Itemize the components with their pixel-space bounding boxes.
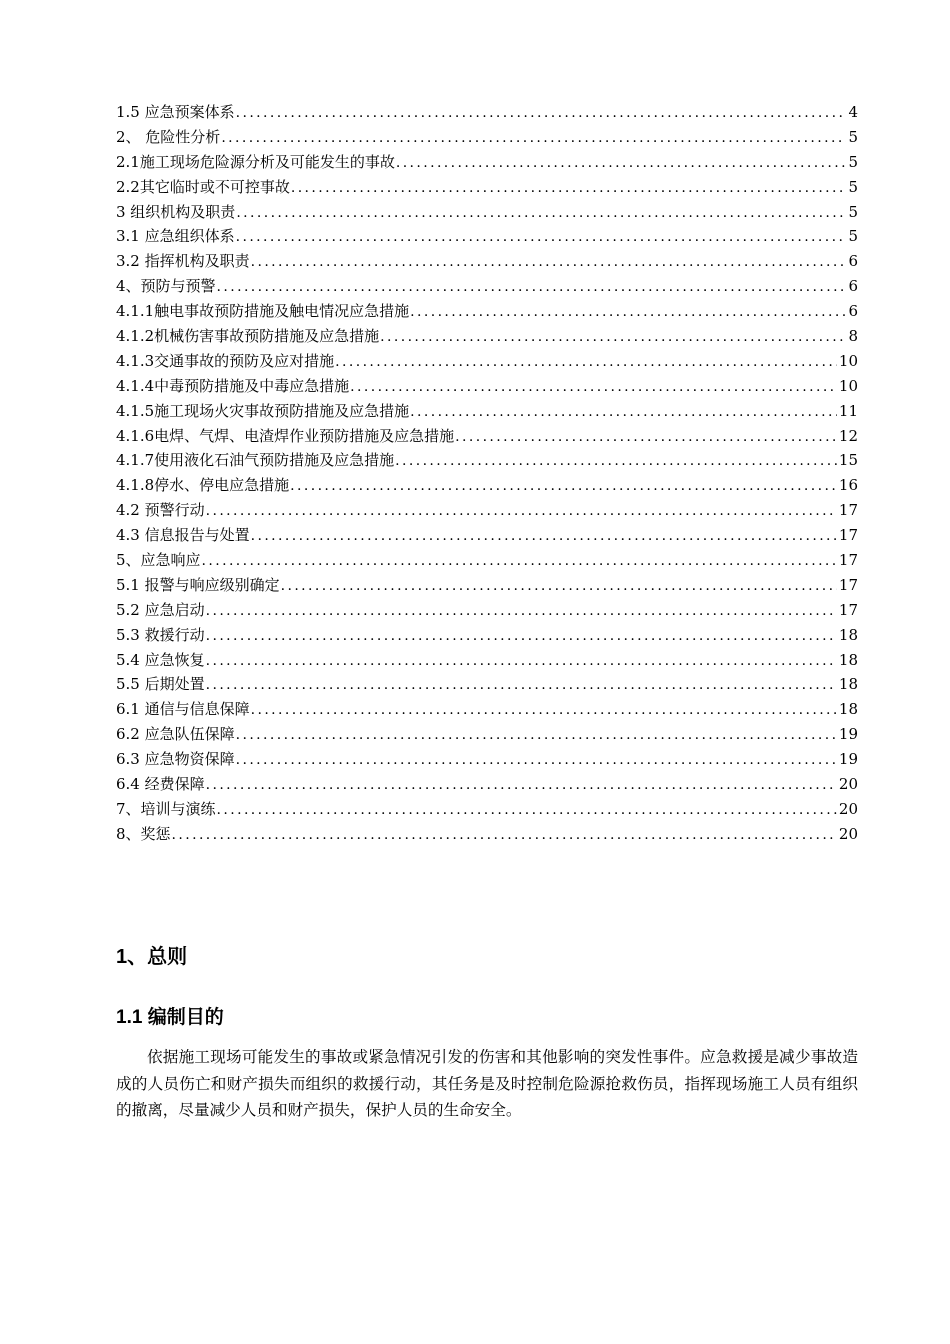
toc-leader-dots	[236, 748, 837, 772]
toc-entry-page-number: 19	[838, 725, 858, 744]
toc-leader-dots	[350, 375, 837, 399]
toc-leader-dots	[380, 325, 846, 349]
toc-entry-page-number: 5	[848, 177, 858, 196]
toc-entry-label: 6.1 通信与信息保障	[116, 700, 250, 719]
toc-entry-label: 4.1.8停水、停电应急措施	[116, 476, 290, 495]
toc-entry-page-number: 5	[848, 127, 858, 146]
toc-entry[interactable]	[116, 822, 858, 847]
toc-entry-page-number: 20	[838, 824, 858, 843]
toc-entry[interactable]	[116, 399, 858, 424]
toc-entry[interactable]	[116, 249, 858, 274]
toc-entry[interactable]	[116, 672, 858, 697]
toc-leader-dots	[172, 823, 837, 847]
toc-entry-page-number: 18	[838, 625, 858, 644]
toc-leader-dots	[236, 201, 846, 225]
toc-entry[interactable]	[116, 274, 858, 299]
toc-leader-dots	[202, 549, 837, 573]
toc-entry-label: 4.1.7使用液化石油气预防措施及应急措施	[116, 451, 395, 470]
toc-entry-page-number: 10	[838, 351, 858, 370]
toc-entry-page-number: 17	[838, 575, 858, 594]
toc-leader-dots	[206, 773, 837, 797]
toc-entry-page-number: 20	[838, 799, 858, 818]
toc-entry-label: 5.5 后期处置	[116, 675, 205, 694]
toc-entry[interactable]	[116, 772, 858, 797]
subsection-heading: 1.1 编制目的	[116, 1007, 224, 1028]
toc-entry-page-number: 11	[838, 401, 858, 420]
toc-leader-dots	[206, 599, 837, 623]
toc-leader-dots	[396, 151, 847, 175]
toc-entry-label: 7、培训与演练	[116, 799, 216, 818]
toc-leader-dots	[290, 474, 837, 498]
toc-entry-label: 3 组织机构及职责	[116, 202, 236, 221]
section-heading: 1、总则	[116, 946, 188, 968]
toc-entry-page-number: 18	[838, 700, 858, 719]
toc-entry[interactable]	[116, 473, 858, 498]
toc-entry-page-number: 20	[838, 775, 858, 794]
toc-leader-dots	[251, 250, 847, 274]
toc-entry[interactable]	[116, 722, 858, 747]
toc-entry-label: 3.1 应急组织体系	[116, 227, 235, 246]
toc-entry-label: 2.2其它临时或不可控事故	[116, 177, 290, 196]
toc-entry-label: 6.4 经费保障	[116, 775, 205, 794]
toc-entry-label: 2.1施工现场危险源分析及可能发生的事故	[116, 152, 395, 171]
toc-entry-page-number: 5	[848, 202, 858, 221]
toc-leader-dots	[455, 425, 837, 449]
toc-entry-label: 8、奖惩	[116, 824, 171, 843]
toc-entry-page-number: 16	[838, 476, 858, 495]
toc-entry-label: 2、 危险性分析	[116, 127, 221, 146]
toc-entry[interactable]	[116, 224, 858, 249]
toc-leader-dots	[236, 225, 847, 249]
toc-entry-page-number: 4	[848, 103, 858, 121]
toc-entry[interactable]	[116, 125, 858, 150]
toc-entry-label: 4.3 信息报告与处置	[116, 526, 250, 545]
toc-entry[interactable]	[116, 697, 858, 722]
toc-entry[interactable]	[116, 349, 858, 374]
toc-entry-label: 4、预防与预警	[116, 277, 216, 296]
toc-entry-page-number: 5	[848, 227, 858, 246]
toc-leader-dots	[206, 624, 837, 648]
toc-leader-dots	[410, 300, 846, 324]
toc-entry-label: 4.1.5施工现场火灾事故预防措施及应急措施	[116, 401, 410, 420]
toc-entry-label: 3.2 指挥机构及职责	[116, 252, 250, 271]
toc-entry-page-number: 17	[838, 551, 858, 570]
toc-leader-dots	[236, 101, 847, 125]
toc-entry-label: 4.1.2机械伤害事故预防措施及应急措施	[116, 327, 380, 346]
toc-entry[interactable]	[116, 324, 858, 349]
toc-leader-dots	[395, 449, 837, 473]
toc-entry-label: 5.3 救援行动	[116, 625, 205, 644]
toc-entry-label: 4.2 预警行动	[116, 501, 205, 520]
toc-leader-dots	[206, 649, 837, 673]
toc-entry-label: 5.2 应急启动	[116, 600, 205, 619]
toc-leader-dots	[410, 400, 837, 424]
toc-entry-page-number: 17	[838, 600, 858, 619]
toc-leader-dots	[251, 698, 837, 722]
toc-leader-dots	[236, 723, 837, 747]
toc-entry-label: 5.4 应急恢复	[116, 650, 205, 669]
toc-entry-page-number: 8	[848, 327, 858, 346]
toc-entry[interactable]	[116, 573, 858, 598]
toc-entry[interactable]	[116, 623, 858, 648]
toc-leader-dots	[251, 524, 837, 548]
toc-leader-dots	[206, 499, 837, 523]
toc-entry-label: 6.3 应急物资保障	[116, 750, 235, 769]
toc-entry-label: 4.1.6电焊、气焊、电渣焊作业预防措施及应急措施	[116, 426, 455, 445]
toc-entry[interactable]	[116, 200, 858, 225]
toc-entry-page-number: 19	[838, 750, 858, 769]
toc-entry-page-number: 10	[838, 376, 858, 395]
toc-leader-dots	[335, 350, 837, 374]
toc-entry[interactable]	[116, 424, 858, 449]
toc-entry-label: 1.5 应急预案体系	[116, 103, 235, 121]
toc-entry[interactable]	[116, 299, 858, 324]
toc-entry[interactable]	[116, 150, 858, 175]
toc-entry-page-number: 18	[838, 650, 858, 669]
table-of-contents	[116, 100, 858, 847]
toc-entry[interactable]	[116, 548, 858, 573]
toc-entry-page-number: 17	[838, 501, 858, 520]
toc-entry-label: 4.1.1触电事故预防措施及触电情况应急措施	[116, 302, 410, 321]
toc-leader-dots	[217, 275, 847, 299]
toc-entry-label: 5、应急响应	[116, 551, 201, 570]
toc-entry-page-number: 6	[848, 252, 858, 271]
toc-entry[interactable]	[116, 598, 858, 623]
toc-entry-page-number: 6	[848, 302, 858, 321]
toc-leader-dots	[217, 798, 837, 822]
toc-entry[interactable]	[116, 648, 858, 673]
toc-leader-dots	[206, 673, 837, 697]
toc-entry-label: 6.2 应急队伍保障	[116, 725, 235, 744]
toc-leader-dots	[281, 574, 837, 598]
toc-entry[interactable]	[116, 747, 858, 772]
toc-leader-dots	[291, 176, 847, 200]
toc-entry-label: 4.1.3交通事故的预防及应对措施	[116, 351, 335, 370]
toc-entry[interactable]	[116, 523, 858, 548]
toc-entry-label: 5.1 报警与响应级别确定	[116, 575, 280, 594]
toc-entry[interactable]	[116, 100, 858, 125]
toc-entry-page-number: 6	[848, 277, 858, 296]
toc-entry[interactable]	[116, 448, 858, 473]
toc-entry[interactable]	[116, 797, 858, 822]
toc-entry-label: 4.1.4中毒预防措施及中毒应急措施	[116, 376, 350, 395]
toc-entry-page-number: 5	[848, 152, 858, 171]
toc-entry-page-number: 12	[838, 426, 858, 445]
toc-entry-page-number: 18	[838, 675, 858, 694]
toc-entry[interactable]	[116, 374, 858, 399]
toc-entry-page-number: 17	[838, 526, 858, 545]
toc-entry-page-number: 15	[838, 451, 858, 470]
body-paragraph: 依据施工现场可能发生的事故或紧急情况引发的伤害和其他影响的突发性事件。应急救援是减少事故造成的人员伤亡和财产损失而组织的救援行动，其任务是及时控制危险源抢救伤员，指挥现场施工人员有组织的撤离，尽量减少人员和财产损失，保护人员的生命安全。	[116, 1048, 858, 1119]
toc-leader-dots	[221, 126, 846, 150]
toc-entry[interactable]	[116, 498, 858, 523]
toc-entry[interactable]	[116, 175, 858, 200]
